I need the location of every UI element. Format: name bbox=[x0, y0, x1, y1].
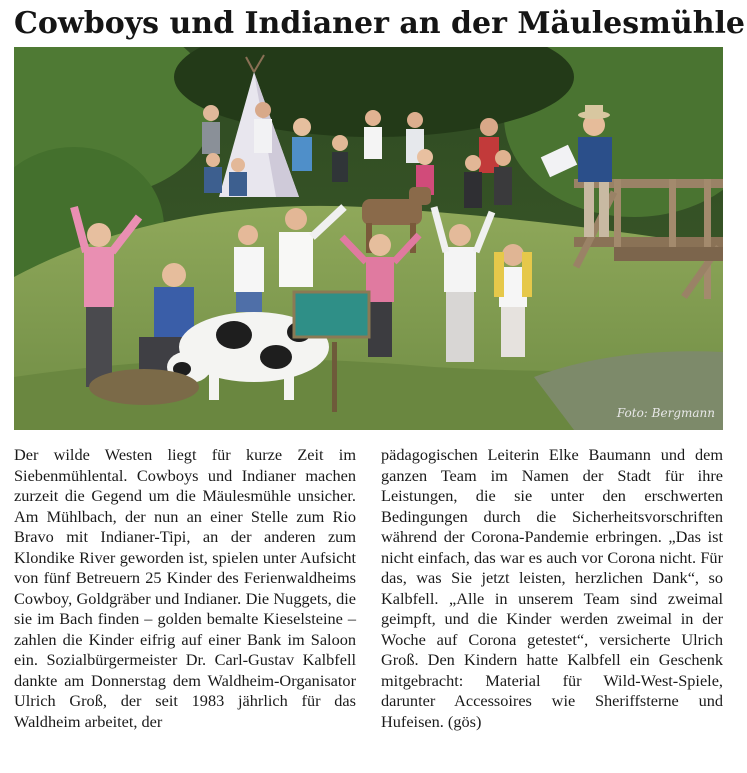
photo-credit: Foto: Bergmann bbox=[616, 406, 715, 420]
headline: Cowboys und Indianer an der Mäulesmühle bbox=[14, 6, 746, 41]
article-text-left: Der wilde Westen liegt für kurze Zeit im Siebenmühlental. Cowboys und Indianer machen zurzeit die Gegend um die Mäulesmühle unsicher. Am Mühlbach, der nun an einer Stelle zum Rio Bravo mit Indianer-Tipi, an der anderen zum Klondike River geworden ist, spielen unter Aufsicht von fünf Betreuern 25 Kinder des Ferienwaldheims Cowboy, Goldgräber und Indianer. Die Nuggets, die sie im Bach finden – golden bemalte Kieselsteine – zahlen die Kinder eifrig auf einer Bank im Saloon ein. Sozialbürgermeister Dr. Carl-Gustav Kalbfell dankte am Donnerstag dem Waldheim-Organisator Ulrich Groß, der seit 1983 jährlich für das Waldheim arbeitet, der bbox=[14, 445, 356, 731]
photo-illustration bbox=[14, 47, 723, 430]
article-column-left bbox=[14, 445, 356, 732]
article-column-right bbox=[381, 445, 723, 732]
group-photo bbox=[14, 47, 723, 430]
article-text-right: pädagogischen Leiterin Elke Baumann und dem ganzen Team im Namen der Stadt für ihre Leistungen, die sie unter den erschwerten Bedingungen durch die Sicherheitsvorschriften während der Corona-Pandemie erbringen. „Das ist nicht einfach, das war es auch vor Corona nicht. Für das, was Sie jetzt leisten, herzlichen Dank“, so Kalbfell. „Alle in unserem Team sind zweimal geimpft, und die Kinder werden zweimal in der Woche auf Corona getestet“, versicherte Ulrich Groß. Den Kindern hatte Kalbfell ein Geschenk mitgebracht: Material für Wild-West-Spiele, darunter Accessoires wie Sheriffsterne und Hufeisen. (gös) bbox=[381, 445, 723, 731]
